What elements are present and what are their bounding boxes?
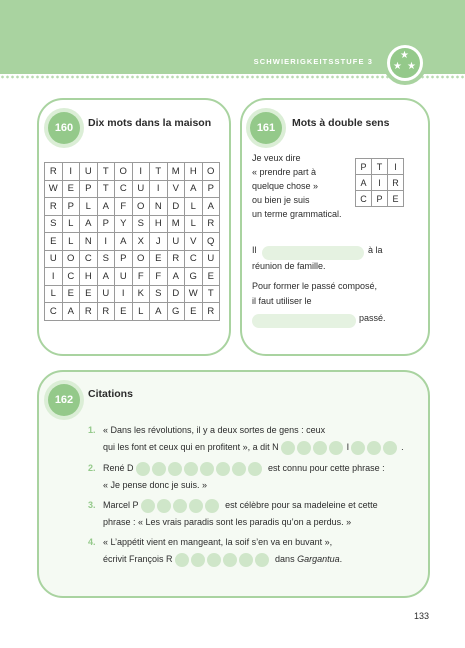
quote-text: est célèbre pour sa madeleine et cette	[225, 500, 378, 510]
grid-cell[interactable]: T	[97, 163, 115, 181]
grid-row	[356, 191, 404, 207]
grid-cell[interactable]: I	[45, 268, 63, 286]
grid-cell[interactable]: R	[167, 250, 185, 268]
grid-cell[interactable]: T	[97, 180, 115, 198]
grid-cell[interactable]: I	[97, 233, 115, 251]
grid-cell[interactable]: M	[167, 163, 185, 181]
quote-text: est connu pour cette phrase :	[268, 463, 385, 473]
letter-bubbles[interactable]	[175, 551, 271, 568]
riddle-line: ou bien je suis	[252, 195, 310, 205]
grid-cell[interactable]: R	[202, 303, 220, 321]
three-stars-icon: ★ ★ ★	[390, 48, 420, 78]
grid-cell[interactable]: R	[80, 303, 98, 321]
grid-cell[interactable]: A	[150, 303, 168, 321]
grid-cell[interactable]: I	[150, 180, 168, 198]
quote-text: écrivit François	[103, 554, 164, 564]
grid-cell[interactable]: R	[202, 215, 220, 233]
grid-cell[interactable]: U	[132, 180, 150, 198]
sentence-2-line-2: il faut utiliser le	[252, 296, 312, 306]
sentence-1-end: à la	[368, 245, 383, 255]
item-number: 1.	[88, 425, 96, 435]
grid-cell[interactable]: L	[185, 215, 203, 233]
grid-cell[interactable]: T	[202, 285, 220, 303]
grid-cell[interactable]: W	[45, 180, 63, 198]
grid-cell[interactable]: V	[185, 233, 203, 251]
sentence-2-end: passé.	[359, 313, 386, 323]
exercise-162-title: Citations	[88, 388, 133, 400]
punctuation: .	[339, 554, 343, 564]
grid-cell[interactable]: A	[202, 198, 220, 216]
grid-cell[interactable]: I	[62, 163, 80, 181]
grid-cell[interactable]: U	[115, 268, 133, 286]
exercise-162-number: 162	[48, 384, 80, 416]
grid-cell[interactable]: I	[132, 163, 150, 181]
grid-cell[interactable]: W	[185, 285, 203, 303]
grid-cell[interactable]: L	[185, 198, 203, 216]
grid-cell[interactable]: O	[132, 198, 150, 216]
grid-cell[interactable]: L	[80, 198, 98, 216]
grid-cell[interactable]: U	[167, 233, 185, 251]
exercise-160-title: Dix mots dans la maison	[88, 117, 212, 129]
grid-cell[interactable]: V	[167, 180, 185, 198]
grid-cell[interactable]: I	[372, 175, 388, 191]
quote-text: Marcel	[103, 500, 131, 510]
grid-cell[interactable]: L	[132, 303, 150, 321]
quote-line: « Je pense donc je suis. »	[103, 480, 208, 490]
grid-row	[45, 250, 220, 268]
grid-cell[interactable]: S	[97, 250, 115, 268]
grid-cell[interactable]: Y	[115, 215, 133, 233]
riddle-line: quelque chose »	[252, 181, 319, 191]
book-title: Gargantua	[297, 554, 340, 564]
grid-cell[interactable]: E	[62, 180, 80, 198]
grid-row	[45, 180, 220, 198]
letter-bubbles[interactable]	[351, 439, 399, 456]
grid-cell[interactable]: H	[80, 268, 98, 286]
grid-cell[interactable]: G	[185, 268, 203, 286]
quote-text: qui les font et ceux qui en profitent », a dit	[103, 442, 270, 452]
grid-cell[interactable]: E	[185, 303, 203, 321]
grid-row	[45, 163, 220, 181]
grid-cell[interactable]: I	[388, 159, 404, 175]
grid-cell[interactable]: O	[132, 250, 150, 268]
grid-cell[interactable]: Q	[202, 233, 220, 251]
grid-cell[interactable]: G	[167, 303, 185, 321]
grid-cell[interactable]: E	[62, 285, 80, 303]
grid-cell[interactable]: R	[45, 198, 63, 216]
grid-cell[interactable]: D	[167, 285, 185, 303]
answer-blank-2[interactable]	[252, 314, 356, 328]
grid-cell[interactable]: P	[372, 191, 388, 207]
grid-cell[interactable]: N	[80, 233, 98, 251]
grid-cell[interactable]: I	[115, 285, 133, 303]
grid-cell[interactable]: P	[80, 180, 98, 198]
quote-text: dans	[275, 554, 295, 564]
quote-line: « Dans les révolutions, il y a deux sortes de gens : ceux	[103, 425, 326, 435]
grid-cell[interactable]: P	[115, 250, 133, 268]
exercise-161-title: Mots à double sens	[292, 117, 390, 129]
grid-cell[interactable]: P	[356, 159, 372, 175]
grid-cell[interactable]: S	[132, 215, 150, 233]
grid-cell[interactable]: U	[80, 163, 98, 181]
grid-cell[interactable]: A	[356, 175, 372, 191]
grid-cell[interactable]: O	[62, 250, 80, 268]
grid-cell[interactable]: C	[80, 250, 98, 268]
initial-letter: D	[127, 463, 134, 473]
grid-cell[interactable]: H	[150, 215, 168, 233]
grid-cell[interactable]: C	[115, 180, 133, 198]
grid-cell[interactable]: R	[97, 303, 115, 321]
exercise-161-number: 161	[250, 112, 282, 144]
grid-cell[interactable]: D	[167, 198, 185, 216]
quote-line	[103, 460, 385, 477]
quote-line	[103, 439, 404, 456]
grid-cell[interactable]: L	[45, 285, 63, 303]
letter-bubbles[interactable]	[136, 460, 264, 477]
grid-cell[interactable]: P	[202, 180, 220, 198]
grid-cell[interactable]: E	[388, 191, 404, 207]
sentence-2-line-1: Pour former le passé composé,	[252, 281, 378, 291]
grid-cell[interactable]: E	[45, 233, 63, 251]
grid-cell[interactable]: O	[115, 163, 133, 181]
quote-line: « L’appétit vient en mangeant, la soif s’en va en buvant »,	[103, 537, 333, 547]
grid-cell[interactable]: S	[45, 215, 63, 233]
grid-cell[interactable]: F	[115, 198, 133, 216]
grid-cell[interactable]: S	[150, 285, 168, 303]
letter-bubbles[interactable]	[141, 497, 221, 514]
grid-cell[interactable]: U	[97, 285, 115, 303]
quote-line: phrase : « Les vrais paradis sont les paradis qu’on a perdus. »	[103, 517, 352, 527]
grid-cell[interactable]: X	[132, 233, 150, 251]
grid-cell[interactable]: C	[185, 250, 203, 268]
grid-cell[interactable]: F	[132, 268, 150, 286]
sentence-1-continuation: réunion de famille.	[252, 261, 326, 271]
grid-cell[interactable]: C	[62, 268, 80, 286]
difficulty-badge	[383, 41, 427, 85]
punctuation: .	[401, 442, 404, 452]
quote-text: René	[103, 463, 125, 473]
grid-cell[interactable]: A	[97, 268, 115, 286]
initial-letter: I	[346, 442, 350, 452]
grid-cell[interactable]: L	[62, 233, 80, 251]
grid-cell[interactable]: R	[45, 163, 63, 181]
grid-cell[interactable]: H	[185, 163, 203, 181]
grid-cell[interactable]: C	[45, 303, 63, 321]
grid-cell[interactable]: U	[202, 250, 220, 268]
sentence-1-start: Il	[252, 245, 257, 255]
page-number: 133	[414, 611, 430, 621]
initial-letter: R	[166, 554, 173, 564]
quote-line	[103, 497, 378, 514]
grid-cell[interactable]: J	[150, 233, 168, 251]
grid-row	[356, 159, 404, 175]
grid-cell[interactable]: P	[97, 215, 115, 233]
grid-cell[interactable]: N	[150, 198, 168, 216]
grid-cell[interactable]: E	[80, 285, 98, 303]
exercise-160-number: 160	[48, 112, 80, 144]
grid-cell[interactable]: U	[45, 250, 63, 268]
grid-cell[interactable]: M	[167, 215, 185, 233]
grid-cell[interactable]: A	[185, 180, 203, 198]
grid-cell[interactable]: E	[150, 250, 168, 268]
grid-cell[interactable]: O	[202, 163, 220, 181]
grid-cell[interactable]: L	[62, 215, 80, 233]
grid-cell[interactable]: T	[150, 163, 168, 181]
item-number: 3.	[88, 500, 96, 510]
difficulty-label: SCHWIERIGKEITSSTUFE 3	[253, 57, 373, 66]
grid-row	[356, 175, 404, 191]
grid-cell[interactable]: T	[372, 159, 388, 175]
letter-grid	[355, 158, 404, 207]
grid-row	[45, 285, 220, 303]
grid-cell[interactable]: E	[115, 303, 133, 321]
letter-bubbles[interactable]	[281, 439, 345, 456]
grid-row	[45, 198, 220, 216]
grid-row	[45, 233, 220, 251]
grid-cell[interactable]: P	[62, 198, 80, 216]
initial-letter: P	[132, 500, 139, 510]
grid-cell[interactable]: A	[97, 198, 115, 216]
riddle-line: « prendre part à	[252, 167, 317, 177]
item-number: 2.	[88, 463, 96, 473]
quote-line	[103, 551, 342, 568]
grid-row	[45, 215, 220, 233]
grid-cell[interactable]: K	[132, 285, 150, 303]
grid-cell[interactable]: E	[202, 268, 220, 286]
riddle-line: Je veux dire	[252, 153, 301, 163]
grid-cell[interactable]: A	[80, 215, 98, 233]
riddle-line: un terme grammatical.	[252, 209, 342, 219]
initial-letter: N	[272, 442, 279, 452]
grid-row	[45, 303, 220, 321]
word-search-grid	[44, 162, 220, 321]
grid-row	[45, 268, 220, 286]
grid-cell[interactable]: A	[167, 268, 185, 286]
grid-cell[interactable]: A	[62, 303, 80, 321]
grid-cell[interactable]: F	[150, 268, 168, 286]
item-number: 4.	[88, 537, 96, 547]
grid-cell[interactable]: C	[356, 191, 372, 207]
answer-blank-1[interactable]	[262, 246, 364, 260]
grid-cell[interactable]: A	[115, 233, 133, 251]
grid-cell[interactable]: R	[388, 175, 404, 191]
